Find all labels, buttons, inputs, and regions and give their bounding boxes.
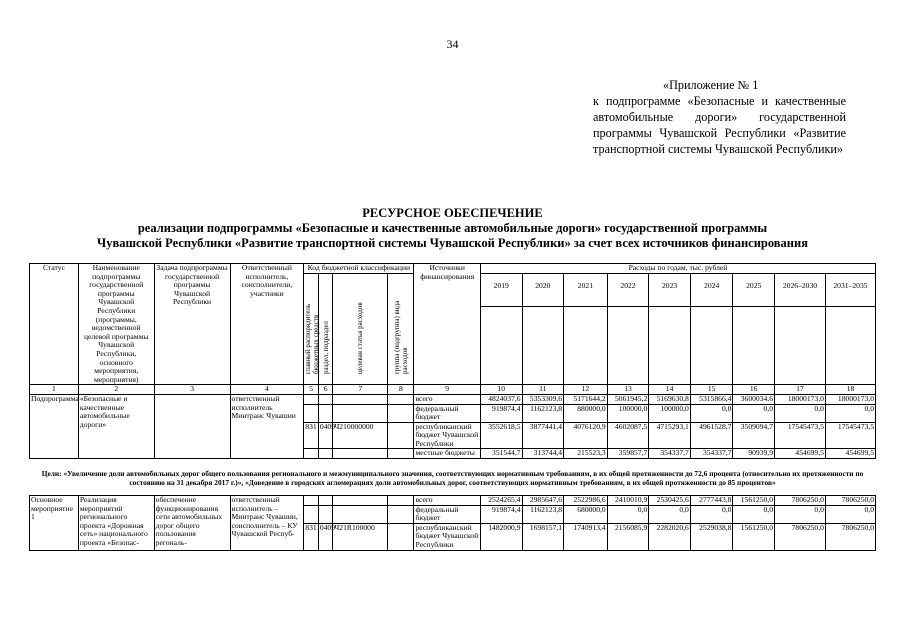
document-title <box>0 206 905 251</box>
value-cell: 1561250,0 <box>733 496 775 506</box>
value-cell: 0,0 <box>649 505 691 523</box>
value-cell: 4824037,6 <box>480 394 522 404</box>
resource-table <box>29 263 876 551</box>
value-cell: 0,0 <box>775 505 826 523</box>
value-cell: 2282020,6 <box>649 523 691 550</box>
title-line-1: РЕСУРСНОЕ ОБЕСПЕЧЕНИЕ <box>362 206 543 220</box>
value-cell: 2777443,8 <box>690 496 733 506</box>
value-cell: 1162123,8 <box>522 505 564 523</box>
value-cell: 354337,7 <box>649 449 691 459</box>
value-cell: 7806250,0 <box>775 496 826 506</box>
source-cell: республиканский бюджет Чувашской Республики <box>414 523 481 550</box>
value-cell: 454699,5 <box>775 449 826 459</box>
value-cell: 3552618,5 <box>480 422 522 449</box>
header-vr-cell <box>388 273 414 385</box>
header-year: 2026–2030 <box>775 273 826 307</box>
value-cell: 3877441,4 <box>522 422 564 449</box>
header-year: 2019 <box>480 273 522 307</box>
value-cell: 1740913,4 <box>564 523 608 550</box>
header-year: 2020 <box>522 273 564 307</box>
razdel-cell: 0409 <box>318 422 333 449</box>
status-cell: Основное мероприятие 1 <box>30 496 79 551</box>
header-csr-cell <box>333 273 388 385</box>
value-cell: 0,0 <box>690 505 733 523</box>
value-cell: 0,0 <box>775 404 826 422</box>
task-cell <box>154 394 230 458</box>
csr-cell: Ч21R100000 <box>333 523 388 550</box>
status-cell: Подпрограмма <box>30 394 79 458</box>
value-cell: 4961528,7 <box>690 422 733 449</box>
responsible-cell: ответственный исполнитель Минтранс Чувашии <box>230 394 304 458</box>
col-number: 13 <box>607 385 649 395</box>
col-number: 5 <box>304 385 319 395</box>
value-cell: 0,0 <box>690 404 733 422</box>
grbs-cell: 831 <box>304 523 319 550</box>
col-number: 7 <box>333 385 388 395</box>
header-budget-code: Код бюджетной классификации <box>304 264 414 274</box>
csr-cell: Ч210000000 <box>333 422 388 449</box>
header-expenses: Расходы по годам, тыс. рублей <box>480 264 875 274</box>
header-razdel-cell <box>318 273 333 385</box>
header-status: Статус <box>30 264 79 385</box>
value-cell: 680000,0 <box>564 505 608 523</box>
title-line-2: реализации подпрограммы «Безопасные и качественные автомобильные дороги» государственной программы <box>137 221 768 235</box>
value-cell: 0,0 <box>607 505 649 523</box>
col-number: 2 <box>78 385 154 395</box>
header-task: Задача подпрограммы государственной программы Чувашской Республики <box>154 264 230 385</box>
responsible-cell: ответственный исполнитель – Минтранс Чувашии, соисполнитель – КУ Чувашской Респуб- <box>230 496 304 551</box>
value-cell: 7806250,0 <box>825 496 875 506</box>
value-cell: 2529038,8 <box>690 523 733 550</box>
header-sources: Источники финансирования <box>414 264 481 385</box>
value-cell: 215523,3 <box>564 449 608 459</box>
source-cell: всего <box>414 496 481 506</box>
value-cell: 3600034,6 <box>733 394 775 404</box>
value-cell: 1698157,1 <box>522 523 564 550</box>
value-cell: 2524265,4 <box>480 496 522 506</box>
table-row <box>30 394 876 404</box>
value-cell: 2410010,9 <box>607 496 649 506</box>
value-cell: 17545473,5 <box>825 422 875 449</box>
header-grbs-cell <box>304 273 319 385</box>
header-year: 2031–2035 <box>825 273 875 307</box>
col-number: 6 <box>318 385 333 395</box>
col-number: 14 <box>649 385 691 395</box>
value-cell: 2530425,6 <box>649 496 691 506</box>
value-cell: 18000173,0 <box>775 394 826 404</box>
col-number: 8 <box>388 385 414 395</box>
col-number: 10 <box>480 385 522 395</box>
value-cell: 7806250,0 <box>825 523 875 550</box>
value-cell: 5061945,2 <box>607 394 649 404</box>
annex-block <box>593 77 846 157</box>
source-cell: республиканский бюджет Чувашской Республики <box>414 422 481 449</box>
col-number: 18 <box>825 385 875 395</box>
col-number: 17 <box>775 385 826 395</box>
value-cell: 100000,0 <box>649 404 691 422</box>
value-cell: 0,0 <box>733 404 775 422</box>
value-cell: 351544,7 <box>480 449 522 459</box>
value-cell: 0,0 <box>733 505 775 523</box>
value-cell: 2156085,9 <box>607 523 649 550</box>
grbs-cell: 831 <box>304 422 319 449</box>
value-cell: 359857,7 <box>607 449 649 459</box>
source-cell: местные бюджеты <box>414 449 481 459</box>
task-cell: обеспечение функционирования сети автомобильных дорог общего пользования регональ- <box>154 496 230 551</box>
goal-row <box>30 459 876 496</box>
name-cell: Реализация мероприятий регионального проекта «Дорожная сеть» национального проекта «Безопас- <box>78 496 154 551</box>
header-name: Наименование подпрограммы государственной программы Чувашской Республики (программы, ведомственной целевой программы Чувашской Республики, основного мероприятия, мероприятия) <box>78 264 154 385</box>
vr-cell <box>388 523 414 550</box>
value-cell: 90939,9 <box>733 449 775 459</box>
value-cell: 2522986,6 <box>564 496 608 506</box>
name-cell: «Безопасные и качественные автомобильные дороги» <box>78 394 154 458</box>
col-number: 11 <box>522 385 564 395</box>
value-cell: 4076120,9 <box>564 422 608 449</box>
header-razdel: раздел, подраздел <box>321 320 330 374</box>
annex-title: «Приложение № 1 <box>663 78 759 92</box>
header-grbs: главный распорядитель бюджетных средств <box>304 303 321 374</box>
source-cell: федеральный бюджет <box>414 404 481 422</box>
page-number: 34 <box>446 37 459 51</box>
value-cell: 5353309,6 <box>522 394 564 404</box>
value-cell: 919874,4 <box>480 404 522 422</box>
col-number: 9 <box>414 385 481 395</box>
value-cell: 4715293,1 <box>649 422 691 449</box>
source-cell: федеральный бюджет <box>414 505 481 523</box>
value-cell: 5171644,2 <box>564 394 608 404</box>
value-cell: 5169630,8 <box>649 394 691 404</box>
value-cell: 354337,7 <box>690 449 733 459</box>
col-number: 1 <box>30 385 79 395</box>
header-year: 2022 <box>607 273 649 307</box>
title-line-3: Чувашской Республики «Развитие транспортной системы Чувашской Республики» за счет всех источников финансирования <box>97 236 808 250</box>
table-row <box>30 496 876 506</box>
value-cell: 454699,5 <box>825 449 875 459</box>
razdel-cell: 0409 <box>318 523 333 550</box>
value-cell: 18000173,0 <box>825 394 875 404</box>
value-cell: 1162123,8 <box>522 404 564 422</box>
value-cell: 0,0 <box>825 404 875 422</box>
value-cell: 0,0 <box>825 505 875 523</box>
value-cell: 1561250,0 <box>733 523 775 550</box>
col-number: 16 <box>733 385 775 395</box>
value-cell: 17545473,5 <box>775 422 826 449</box>
value-cell: 5315866,4 <box>690 394 733 404</box>
value-cell: 100000,0 <box>607 404 649 422</box>
header-responsible: Ответственный исполнитель, соисполнители, участники <box>230 264 304 385</box>
col-number: 15 <box>690 385 733 395</box>
value-cell: 4602087,5 <box>607 422 649 449</box>
vr-cell <box>388 422 414 449</box>
header-csr: целевая статья расходов <box>356 301 365 374</box>
col-number: 4 <box>230 385 304 395</box>
column-numbers-row <box>30 385 876 395</box>
value-cell: 7806250,0 <box>775 523 826 550</box>
value-cell: 919874,4 <box>480 505 522 523</box>
value-cell: 880000,0 <box>564 404 608 422</box>
col-number: 3 <box>154 385 230 395</box>
source-cell: всего <box>414 394 481 404</box>
value-cell: 3509094,7 <box>733 422 775 449</box>
col-number: 12 <box>564 385 608 395</box>
value-cell: 1482000,9 <box>480 523 522 550</box>
value-cell: 2985647,6 <box>522 496 564 506</box>
header-year: 2024 <box>690 273 733 307</box>
header-vr: группа (подгруппа) вида расходов <box>392 300 409 374</box>
header-year: 2023 <box>649 273 691 307</box>
goal-text: Цели: «Увеличение доли автомобильных дорог общего пользования регионального и межмуниципального значения, соответствующих нормативным требованиям, в их общей протяженности до 72,6 процента (относительно их протяженности по состоянию на 31 декабря 2017 г.)», «Доведение в городских агломерациях доли автомобильных дорог, соответствующих нормативным требованиям, в их общей протяженности до 85 процентов» <box>30 459 876 496</box>
value-cell: 313744,4 <box>522 449 564 459</box>
header-year: 2021 <box>564 273 608 307</box>
header-year: 2025 <box>733 273 775 307</box>
header-row-1 <box>30 264 876 274</box>
annex-text: к подпрограмме «Безопасные и качественные автомобильные дороги» государственной программы Чувашской Республики «Развитие транспортной системы Чувашской Республики» <box>593 94 846 156</box>
